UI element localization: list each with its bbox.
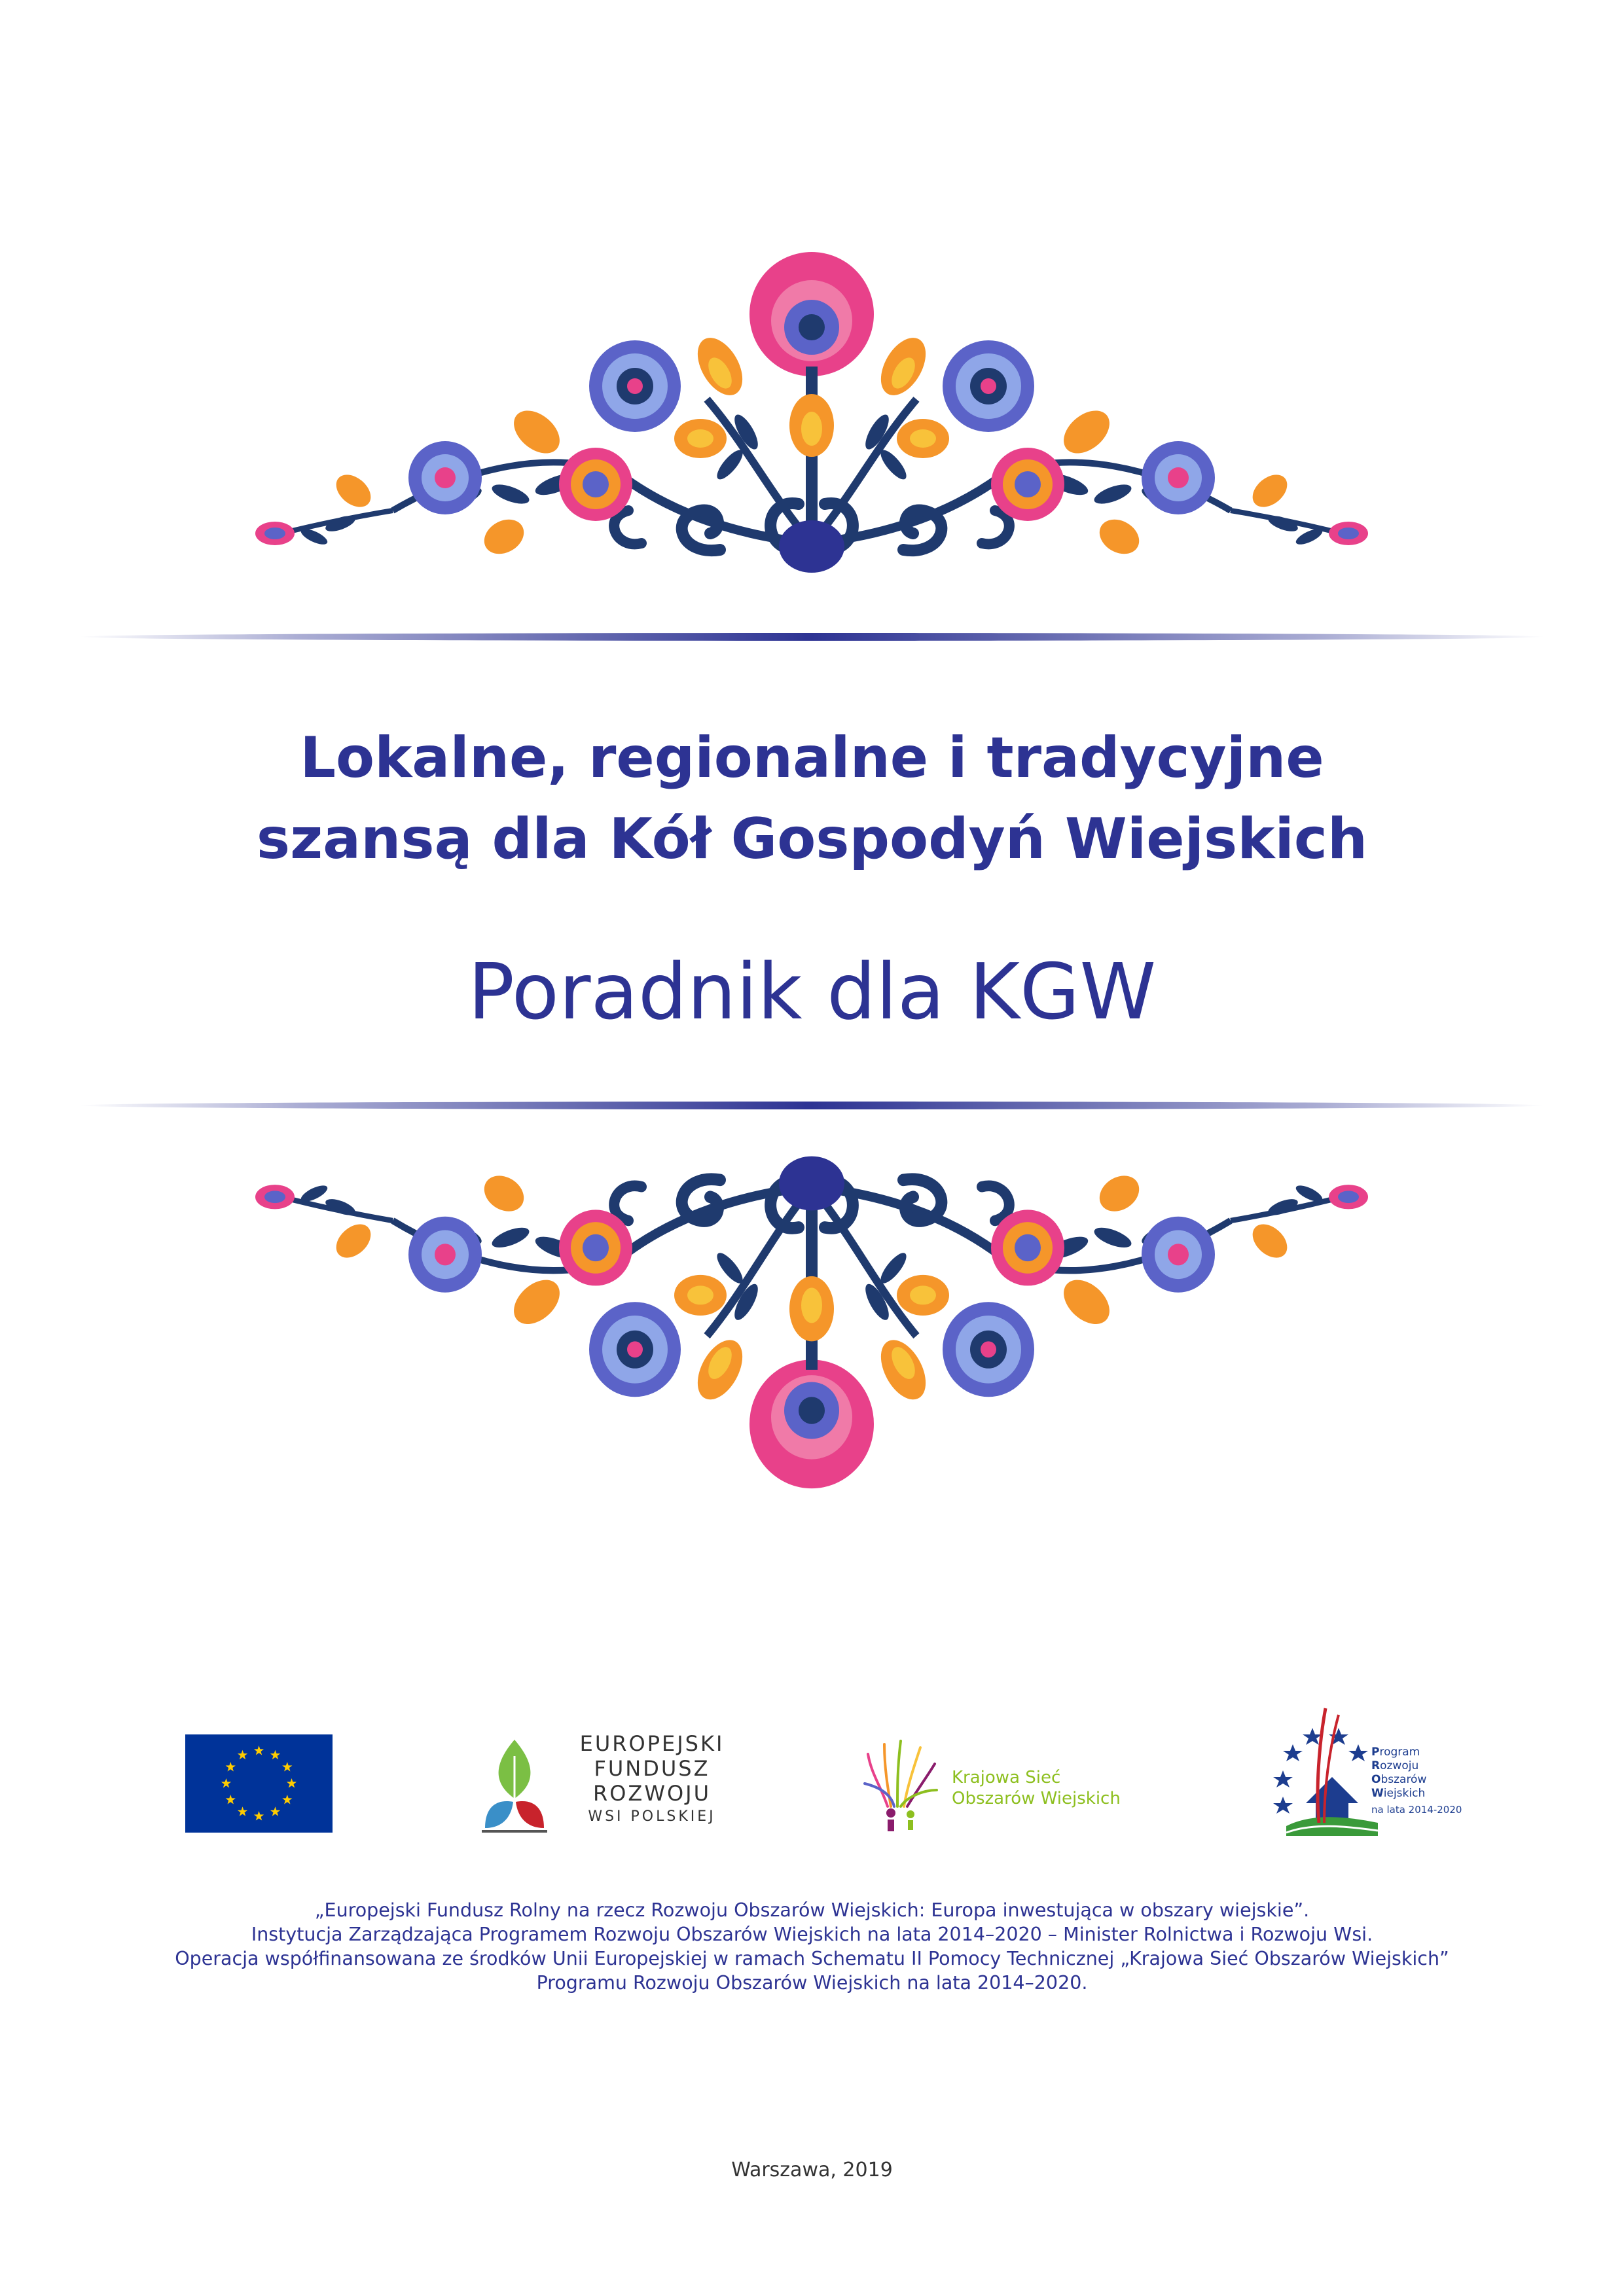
prow-line-3: Obszarów	[1371, 1773, 1427, 1786]
folk-flower-ornament-icon	[249, 236, 1375, 602]
prow-line-1: Program	[1371, 1746, 1420, 1759]
efrwp-line-3: ROZWOJU	[592, 1781, 712, 1806]
bottom-divider	[79, 1100, 1545, 1111]
title-line-2: szansą dla Kół Gospodyń Wiejskich	[256, 806, 1368, 872]
ksow-grass-icon	[861, 1734, 940, 1833]
folk-flower-ornament-icon	[249, 1126, 1375, 1505]
subtitle: Poradnik dla KGW	[467, 946, 1157, 1037]
efrwp-line-2: FUNDUSZ	[594, 1756, 710, 1781]
prow-line-2: Rozwoju	[1371, 1759, 1419, 1772]
top-divider	[79, 632, 1545, 642]
title-line-1: Lokalne, regionalne i tradycyjne	[300, 725, 1324, 791]
prow-emblem-icon	[1267, 1705, 1384, 1842]
efrwp-logo	[482, 1731, 737, 1836]
place-and-date: Warszawa, 2019	[731, 2159, 893, 2181]
eu-flag-icon	[185, 1734, 333, 1833]
prow-years: na lata 2014-2020	[1371, 1804, 1462, 1816]
disclaimer-line-1: „Europejski Fundusz Rolny na rzecz Rozwoju Obszarów Wiejskich: Europa inwestująca w obszary wiejskie”.	[314, 1899, 1310, 1921]
efrwp-line-4: WSI POLSKIEJ	[588, 1808, 716, 1825]
ksow-line-1: Krajowa Sieć	[952, 1768, 1061, 1787]
ksow-line-2: Obszarów Wiejskich	[952, 1789, 1121, 1808]
eu-flag-logo	[185, 1734, 333, 1833]
disclaimer-line-2: Instytucja Zarządzająca Programem Rozwoju Obszarów Wiejskich na lata 2014–2020 – Minister Rolnictwa i Rozwoju Wsi.	[251, 1924, 1373, 1945]
efrwp-line-1: EUROPEJSKI	[579, 1731, 725, 1756]
prow-line-4: Wiejskich	[1371, 1787, 1426, 1800]
funding-disclaimer	[65, 1898, 1559, 1995]
disclaimer-line-3: Operacja współfinansowana ze środków Unii Europejskiej w ramach Schematu II Pomocy Technicznej „Krajowa Sieć Obszarów Wiejskich”	[175, 1948, 1449, 1969]
prow-logo	[1267, 1705, 1476, 1842]
top-folk-ornament	[249, 236, 1375, 602]
ksow-logo	[861, 1734, 1136, 1833]
disclaimer-line-4: Programu Rozwoju Obszarów Wiejskich na lata 2014–2020.	[536, 1972, 1088, 1994]
leaf-logo-icon	[482, 1736, 547, 1835]
bottom-folk-ornament	[249, 1126, 1375, 1505]
